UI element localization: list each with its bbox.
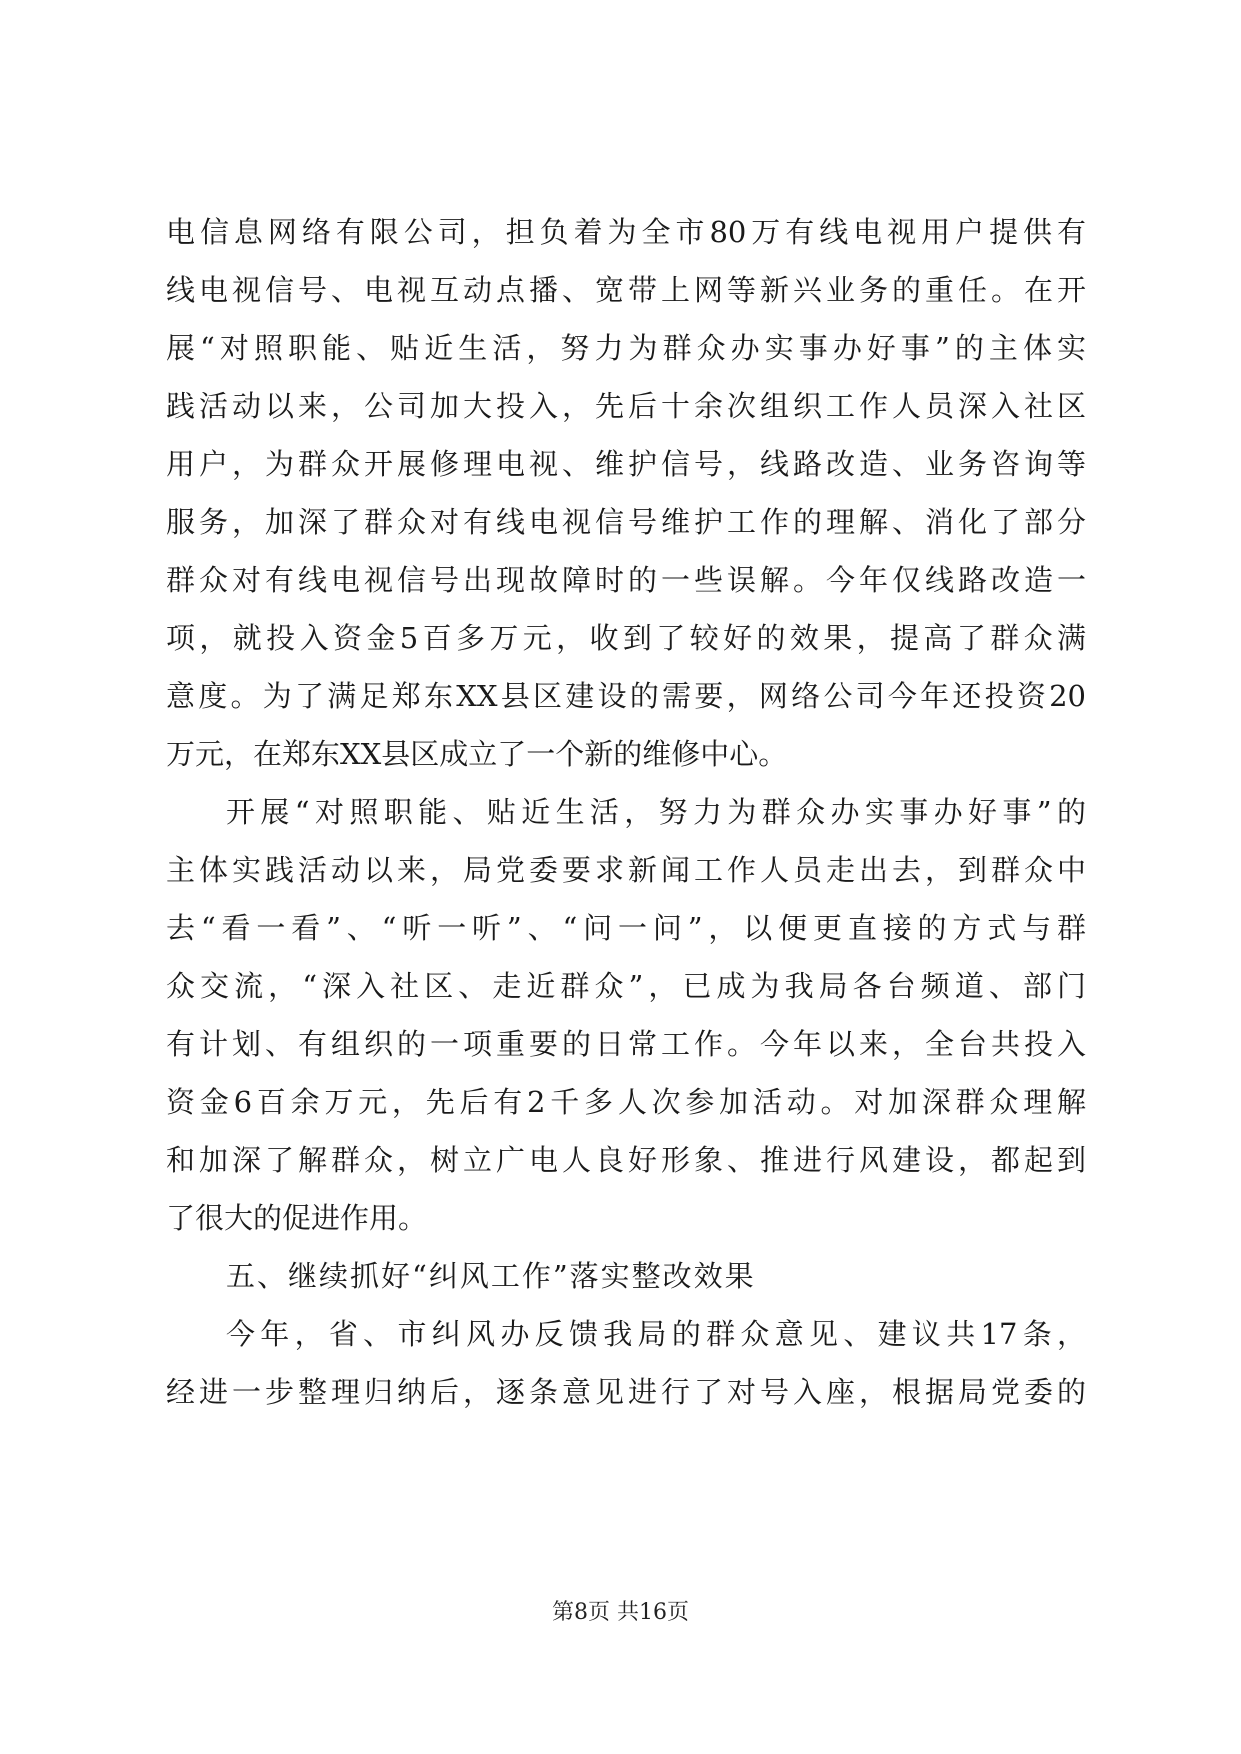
text-line: 意度。为了满足郑东XX县区建设的需要，网络公司今年还投资20 [166, 679, 1086, 713]
paragraph-first-line: 今年，省、市纠风办反馈我局的群众意见、建议共17条， [226, 1317, 1086, 1351]
text-line: 项，就投入资金5百多万元，收到了较好的效果，提高了群众满 [166, 621, 1086, 655]
section-heading: 五、继续抓好“纠风工作”落实整改效果 [226, 1259, 756, 1293]
text-line: 众交流，“深入社区、走近群众”，已成为我局各台频道、部门 [166, 969, 1086, 1003]
text-line: 服务，加深了群众对有线电视信号维护工作的理解、消化了部分 [166, 505, 1086, 539]
text-line: 和加深了解群众，树立广电人良好形象、推进行风建设，都起到 [166, 1143, 1086, 1177]
text-line: 践活动以来，公司加大投入，先后十余次组织工作人员深入社区 [166, 389, 1086, 423]
text-line: 电信息网络有限公司，担负着为全市80万有线电视用户提供有 [166, 215, 1086, 249]
text-line: 主体实践活动以来，局党委要求新闻工作人员走出去，到群众中 [166, 853, 1086, 887]
text-line: 有计划、有组织的一项重要的日常工作。今年以来，全台共投入 [166, 1027, 1086, 1061]
text-line: 展“对照职能、贴近生活，努力为群众办实事办好事”的主体实 [166, 331, 1086, 365]
paragraph-first-line: 开展“对照职能、贴近生活，努力为群众办实事办好事”的 [226, 795, 1086, 829]
text-line: 万元，在郑东XX县区成立了一个新的维修中心。 [166, 737, 788, 771]
text-line: 了很大的促进作用。 [166, 1201, 428, 1235]
text-line: 用户，为群众开展修理电视、维护信号，线路改造、业务咨询等 [166, 447, 1086, 481]
text-line: 去“看一看”、“听一听”、“问一问”，以便更直接的方式与群 [166, 911, 1086, 945]
text-line: 资金6百余万元，先后有2千多人次参加活动。对加深群众理解 [166, 1085, 1086, 1119]
page-number: 第8页 共16页 [552, 1600, 689, 1625]
text-line: 群众对有线电视信号出现故障时的一些误解。今年仅线路改造一 [166, 563, 1086, 597]
text-line: 线电视信号、电视互动点播、宽带上网等新兴业务的重任。在开 [166, 273, 1086, 307]
text-line: 经进一步整理归纳后，逐条意见进行了对号入座，根据局党委的 [166, 1375, 1086, 1409]
